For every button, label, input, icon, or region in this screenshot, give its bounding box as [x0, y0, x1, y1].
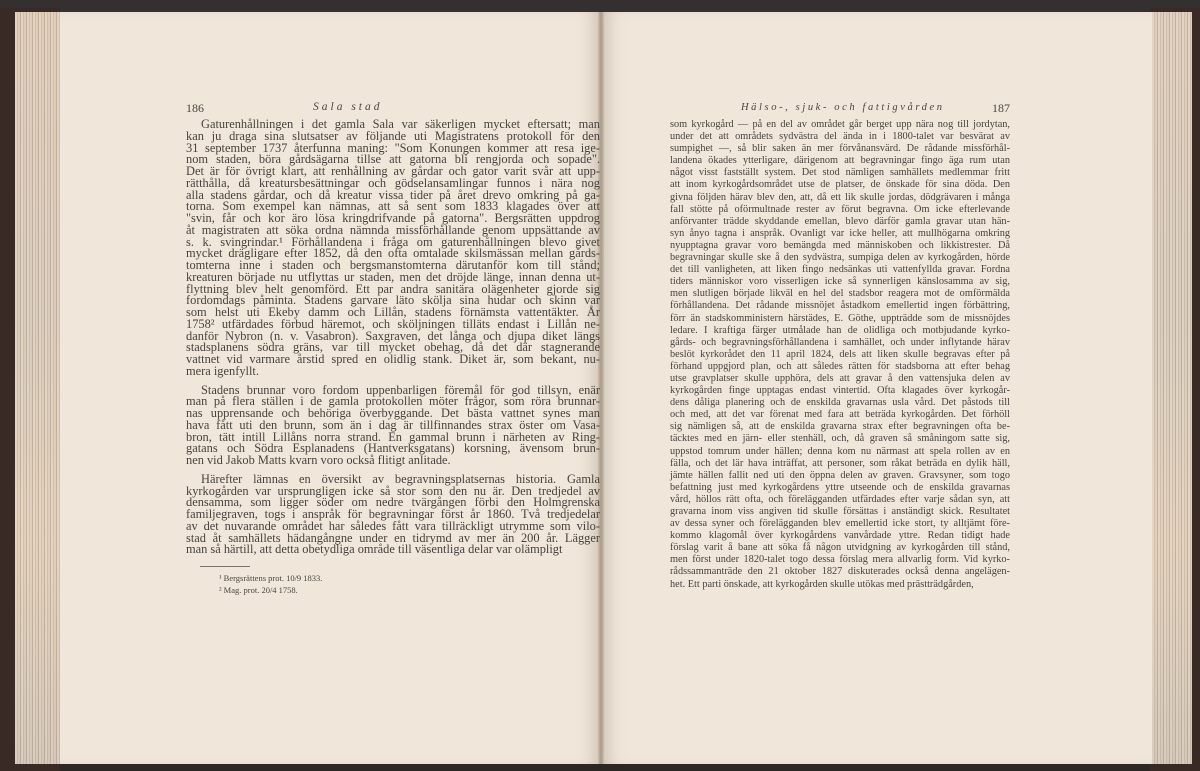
text-line: alla stadens gårdar, och då kreatur vissa tider på året drevo omkring på ga-	[186, 187, 600, 202]
text-line: 1758² utfärdades förbud häremot, och sköljningen tilläts endast i Lillån ne-	[186, 316, 600, 331]
text-line: gårds- och begravningsförhållandena i samhället, och under inflytande härav	[670, 336, 1010, 348]
text-line: givna följden härav blev den, att, då ett lik skulle jordas, dödgrävaren i många	[670, 191, 1010, 203]
text-line: man på flera ställen i de gamla protokollen möter frågor, som röra brunnar-	[186, 394, 600, 409]
text-line: fall stötte på oförmultnade rester av förut begravna. Om icke efterlevande	[670, 203, 1010, 215]
text-line: under det att områdets sydvästra del ända in i 1800-talet var besvärat av	[670, 131, 1010, 143]
text-line: vård, höllos rätt ofta, och förelägganden utfärdades efter varje sådan syn, att	[670, 493, 1010, 505]
text-line: åt magistraten att söka ordna nämnda missförhållande genom uppsättande av	[186, 222, 600, 237]
text-line: ledare. I kraftiga färger utmålade han de olidliga och motbjudande kyrko-	[670, 324, 1010, 336]
page-number: 186	[186, 101, 204, 115]
paragraph	[186, 119, 600, 378]
text-line: som helst uti Ekeby damm och Lillån, stadens förnämsta vattentäkter. År	[186, 305, 600, 319]
text-line: förr än stadskomministern härstädes, E. Göthe, uppträdde som de missnöjdes	[670, 312, 1010, 324]
running-head: Hälso-, sjuk- och fattigvården	[741, 102, 945, 113]
text-line: torna. Som exempel kan nämnas, att så sent som 1833 klagades över att	[186, 199, 600, 214]
footnote-2: ² Mag. prot. 20/4 1758.	[219, 585, 298, 595]
text-line: vattnet vid varmare årstid spred en olidlig stank. Diket är, som bekant, nu-	[186, 352, 600, 366]
text-line: utse gravplatser skulle upphöra, dels att gravar å den vattensjuka delen av	[670, 372, 1010, 384]
text-line: man så härtill, att detta obetydliga område till väsentliga delar var olämpligt	[186, 542, 563, 557]
page-edges-left	[15, 12, 60, 764]
text-line: av det nuvarande området har således fått vara tillräckligt utrymme som vilo-	[186, 518, 600, 533]
text-line: Stadens brunnar voro fordom uppenbarligen föremål för god tillsyn, enär	[201, 382, 600, 397]
text-line: kreaturen började nu utflyttas ur staden, men det dröjde länge, innan denna ut-	[186, 269, 600, 284]
text-line: beslöt kyrkorådet den 11 april 1824, dels att liken skulle begravas efter på	[670, 348, 1010, 360]
text-line: kyrkogården var ursprungligen icke så stor som den nu är. Den tredjedel av	[186, 483, 600, 498]
text-line: förslag varit å bane att söka få någon utvidgning av kyrkogården till stånd,	[670, 542, 1010, 554]
text-line: jämte hällen fallit ned uti den öppna delen av graven. Gravsyner, som togo	[670, 469, 1010, 481]
page-edges-right	[1152, 12, 1192, 764]
text-line: stadsplanens södra gräns, var till mycket obehag, då det där stagnerande	[186, 340, 600, 355]
running-head: Sala stad	[313, 101, 383, 113]
text-line: sumpighet —, så blir saken än mer förvånansvärd. De rådande missförhål-	[670, 143, 1010, 155]
text-line: tiders människor voro visserligen icke så synnerligen känslosamma av sig,	[670, 276, 1010, 288]
text-line: flyttning blev helt genomförd. Ett par andra sanitära olägenheter gjorde sig	[186, 281, 600, 296]
text-line: nyupptagna gravar voro bemängda med människoben och likkistrester. Då	[670, 239, 1010, 251]
text-line: anförvanter trädde skyddande emellan, blevo därför gamla gravar utan hän-	[670, 215, 1010, 227]
text-line: Gaturenhållningen i det gamla Sala var säkerligen mycket eftersatt; man	[201, 117, 600, 131]
text-line: sig nämligen så, att de enskilda gravarna strax efter begravningen ofta be-	[670, 421, 1010, 433]
text-line: bron, tätt intill Lillåns norra strand. En gammal brunn i närheten av Ring-	[186, 429, 600, 444]
text-line: mera igenfyllt.	[186, 363, 259, 378]
text-line: kommo klagomål över kyrkogårdens vanvårdade yttre. Redan tidigt hade	[670, 530, 1010, 542]
text-line: förhållandena. Det rådande missnöjet åstadkom emellertid ingen förbättring,	[670, 300, 1010, 312]
footnote-1: ¹ Bergsrättens prot. 10/9 1833.	[219, 573, 323, 583]
text-line: det till vanligheten, att liken fingo nedsänkas uti vattenfyllda gravar. Fordna	[670, 264, 1010, 276]
text-line: rådssammanträde den 21 oktober 1827 diskuterades också denna angelägen-	[670, 566, 1010, 578]
left-body-text	[186, 119, 600, 563]
text-line: och med, att det var förenat med fara att beträda kyrkogården. Det förhöll	[670, 409, 1010, 421]
page-number: 187	[992, 101, 1010, 115]
text-line: kyrkogården finge upptagas endast vintertid. Ofta klagades över kyrkogår-	[670, 385, 1010, 397]
scanner-background	[0, 0, 1200, 12]
text-line: tomterna inne i staden och bergsmanstomterna därutanför kom till stånd;	[186, 258, 600, 272]
text-line: nas upprensande och behöriga överbyggande. Det bästa vattnet synes man	[186, 406, 600, 420]
text-line: 31 september 1737 återfunna maning: "Som Konungen kommer att resa ige-	[186, 140, 600, 155]
text-line: av dessa syner och förelägganden blev emellertid icke stort, ty alltjämt före-	[670, 518, 1010, 530]
footnote-rule	[200, 566, 250, 567]
text-line: "svin, får och kor äro lösa kringdrifvande på gatorna". Bergsrätten uppdrog	[186, 211, 600, 225]
paragraph	[186, 471, 600, 557]
text-line: familjegraven, togs i anspråk för begravningar först år 1860. Två tredjedelar	[186, 507, 600, 521]
text-line: men först under 1820-talet togo dessa förslag mera allvarlig form. Vid kyrko-	[670, 554, 1010, 566]
text-line: nen vid Jakob Matts kvarn voro också flitigt anlitade.	[186, 453, 451, 467]
text-line: att inom kyrkogårdsområdet utse de platser, de önskade för sina döda. Den	[670, 179, 1010, 191]
text-line: nom staden, böra gårdsägarna tillse att gatorna bli rengjorda och sopade".	[186, 152, 600, 167]
text-line: gravarna inom viss angiven tid skulle försättas i anständigt skick. Resultatet	[670, 506, 1010, 517]
right-body-text	[670, 119, 1010, 591]
text-line: gatans och Södra Esplanadens (Hantverksgatans) korsning, ävensom brun-	[186, 441, 600, 456]
text-line: men slutligen började likväl en hel del stadsbor reagera mot de omförmälda	[670, 288, 1010, 300]
text-line: fordomdags påminta. Stadens garvare läto skölja sina hudar och skinn var	[186, 293, 600, 308]
text-line: något visst fastställt system. Det stod nämligen samhällets medlemmar fritt	[670, 167, 1010, 179]
text-line: uppstod tomrum under hällen; denna kom nu närmast att spela rollen av en	[670, 445, 1010, 457]
text-line: förhand uppgjord plan, och att således rätten för stadsborna att efter behag	[670, 360, 1010, 372]
text-line: Det är för övrigt klart, att renhållning av gårdar och gator varit svår att upp-	[186, 164, 600, 178]
text-line: mycket drägligare efter 1852, då den ofta omtalade skilsmässan mellan gårds-	[186, 246, 600, 261]
text-line: Härefter lämnas en översikt av begravningsplatsernas historia. Gamla	[201, 471, 600, 486]
text-line: landena ökades ytterligare, därigenom att begravningar fingo äga rum utan	[670, 155, 1010, 167]
text-line: fälla, och det lär hava inträffat, att personer, som råkat beträda en dylik häll,	[670, 457, 1010, 469]
text-line: rätthålla, då kreatursbesättningar och gödselansamlingar funnos i nära nog	[186, 175, 600, 190]
text-line: danför Nybron (n. v. Vasabron). Saxgraven, det långa och djupa diket längs	[186, 328, 600, 343]
text-line: hava fått uti den brunn, som än i dag är tillfinnandes strax öster om Vasa-	[186, 417, 600, 432]
text-line: syn ånyo tagna i anspråk. Ovanligt var icke heller, att mullhögarna omkring	[670, 227, 1010, 239]
paragraph	[670, 119, 1010, 591]
text-line: täcktes med en järn- eller stenhäll, och, då graven så småningom satte sig,	[670, 433, 1010, 445]
text-line: befattning just med kyrkogårdens yttre utseende och de enskilda gravarnas	[670, 481, 1010, 493]
text-line: het. Ett parti önskade, att kyrkogården skulle utökas med prästträdgården,	[670, 578, 974, 590]
text-line: densamma, som ligger söder om nedre tvärgången förbi den Holmgrenska	[186, 495, 600, 510]
text-line: kan ju draga sina slutsatser av följande uti Magistratens protokoll för den	[186, 128, 600, 143]
text-line: s. k. svingrindar.¹ Förhållandena i fråga om gaturenhållningen blevo givet	[186, 234, 600, 249]
text-line: stad åt samhällets hädangångne under en tidrymd av mer än 200 år. Lägger	[186, 530, 600, 545]
text-line: som kyrkogård — på en del av området går berget upp nära nog till jordytan,	[670, 119, 1010, 130]
text-line: begravningar skulle ske å den sydvästra, sumpiga delen av kyrkogården, hörde	[670, 252, 1010, 264]
paragraph	[186, 382, 600, 467]
text-line: dens dåliga planering och de enskilda gravarnas usla vård. Det påstods till	[670, 397, 1010, 409]
